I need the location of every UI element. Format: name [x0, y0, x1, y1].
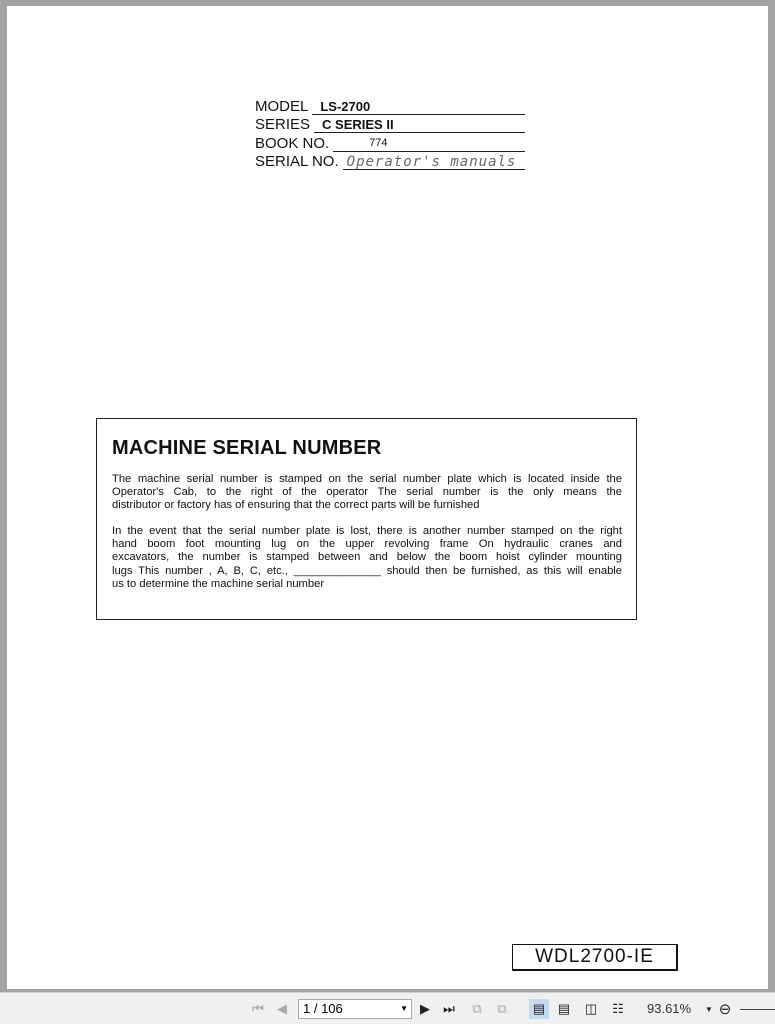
serial-number-box: [96, 418, 637, 620]
model-value: LS-2700: [312, 101, 525, 115]
continuous-facing-icon[interactable]: ☷: [612, 1001, 624, 1016]
next-view-icon[interactable]: ⧉: [497, 1001, 507, 1016]
zoom-out-icon[interactable]: ⊖: [718, 1001, 732, 1018]
header-fields: [255, 96, 525, 170]
chevron-down-icon[interactable]: ▼: [400, 1004, 408, 1013]
box-title: MACHINE SERIAL NUMBER: [112, 437, 382, 459]
continuous-page-icon[interactable]: ▤: [557, 1001, 571, 1016]
book-value: 774: [333, 138, 525, 152]
facing-pages-icon[interactable]: ◫: [584, 1001, 598, 1016]
document-page: [7, 6, 768, 989]
zoom-slider[interactable]: [740, 1009, 775, 1010]
series-field: SERIES C SERIES II: [255, 115, 525, 134]
paragraph-2: In the event that the serial number plate is lost, there is another number stamped on the right hand boom foot mounting lug on the upper revolving frame On hydraulic cranes and excavators, the number is stamped between and below the boom hoist cylinder mounting lugs This number , A, B, C, etc., ______________ should then be furnished, as this will enable us to determine the machine serial number: [112, 525, 622, 590]
serial-field: SERIAL NO. Operator's manuals: [255, 152, 525, 171]
first-page-icon[interactable]: ⏮: [252, 1001, 264, 1016]
model-field: MODEL LS-2700: [255, 96, 525, 115]
previous-view-icon[interactable]: ⧉: [472, 1001, 482, 1016]
paragraph-1: The machine serial number is stamped on the serial number plate which is located inside the Operator's Cab, to the right of the operator The serial number is the only means the distributor or factory has of ensuring that the correct parts will be furnished: [112, 473, 622, 512]
zoom-dropdown-icon[interactable]: ▼: [705, 1004, 713, 1014]
zoom-level[interactable]: 93.61%: [647, 1001, 692, 1016]
single-page-icon[interactable]: ▤: [529, 999, 549, 1019]
last-page-icon[interactable]: ⏭: [443, 1001, 455, 1016]
viewer-toolbar: [0, 992, 775, 1024]
book-field: BOOK NO. 774: [255, 133, 525, 152]
previous-page-icon[interactable]: ◀: [277, 1001, 287, 1016]
series-value: C SERIES II: [314, 119, 525, 133]
page-number-input[interactable]: 1 / 106 ▼: [298, 999, 412, 1019]
document-code: WDL2700-IE: [512, 944, 678, 971]
next-page-icon[interactable]: ▶: [420, 1001, 430, 1016]
serial-value-handwritten: Operator's manuals: [343, 156, 525, 170]
